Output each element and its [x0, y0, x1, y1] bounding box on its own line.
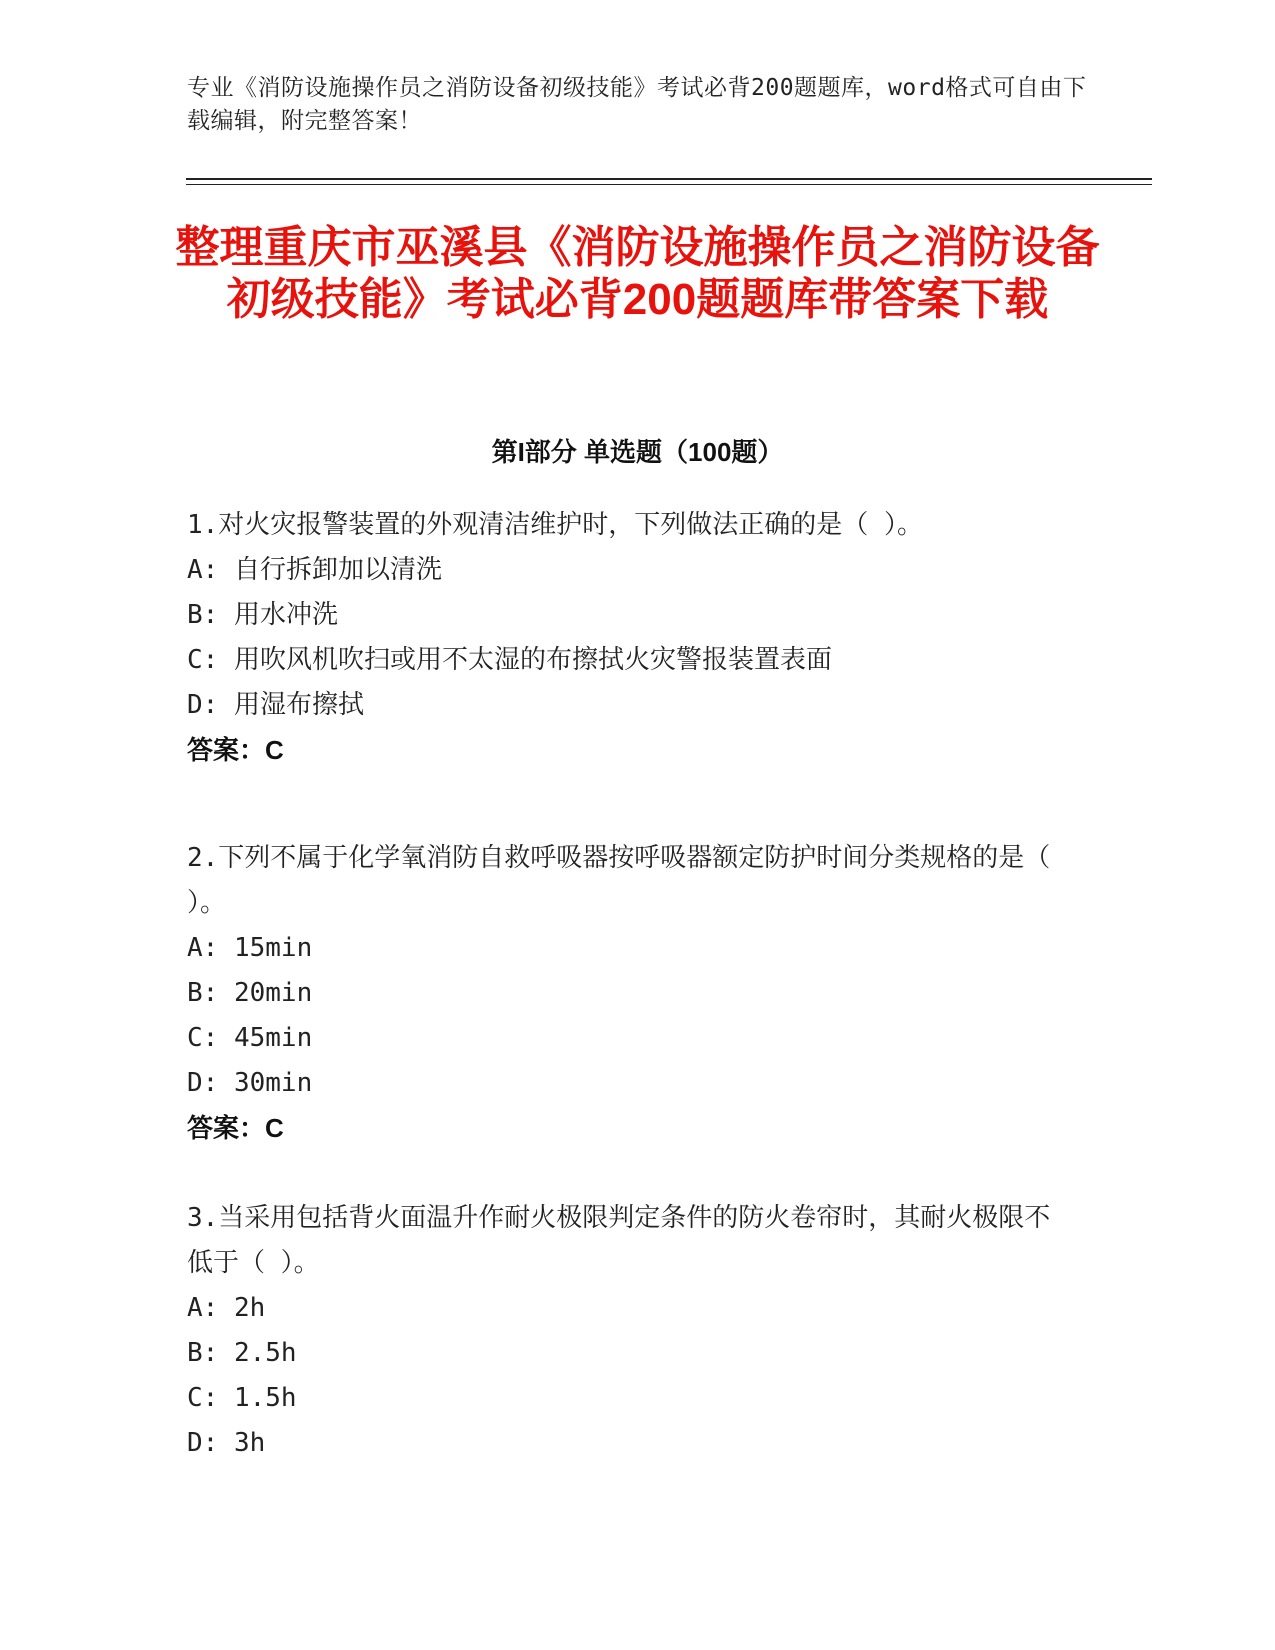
option-c: C: 45min — [187, 1023, 313, 1053]
question-stem: 2.下列不属于化学氧消防自救呼吸器按呼吸器额定防护时间分类规格的是（ ）。 — [187, 843, 1051, 918]
option-b: B: 2.5h — [187, 1338, 297, 1368]
answer: 答案：C — [187, 735, 284, 765]
option-d: D: 用湿布擦拭 — [187, 690, 364, 720]
option-d: D: 3h — [187, 1428, 266, 1458]
question-stem: 1.对火灾报警装置的外观清洁维护时，下列做法正确的是（ ）。 — [187, 510, 923, 540]
option-a: A: 2h — [187, 1293, 266, 1323]
header-divider — [186, 178, 1152, 180]
header-divider-thin — [186, 184, 1152, 185]
option-c: C: 用吹风机吹扫或用不太湿的布擦拭火灾警报装置表面 — [187, 645, 832, 675]
header-note: 专业《消防设施操作员之消防设备初级技能》考试必背200题题库，word格式可自由下载编辑，附完整答案！ — [187, 75, 1087, 134]
question-stem: 3.当采用包括背火面温升作耐火极限判定条件的防火卷帘时，其耐火极限不低于（ ）。 — [187, 1203, 1051, 1278]
option-c: C: 1.5h — [187, 1383, 297, 1413]
option-b: B: 20min — [187, 978, 313, 1008]
question-1 — [187, 503, 1067, 773]
question-3 — [187, 1196, 1067, 1466]
question-2 — [187, 836, 1067, 1151]
option-b: B: 用水冲洗 — [187, 600, 338, 630]
section-title: 第I部分 单选题（100题） — [491, 437, 784, 467]
document-title: 整理重庆市巫溪县《消防设施操作员之消防设备初级技能》考试必背200题题库带答案下载 — [175, 223, 1100, 324]
answer: 答案：C — [187, 1113, 284, 1143]
option-a: A: 15min — [187, 933, 313, 963]
option-d: D: 30min — [187, 1068, 313, 1098]
option-a: A: 自行拆卸加以清洗 — [187, 555, 442, 585]
